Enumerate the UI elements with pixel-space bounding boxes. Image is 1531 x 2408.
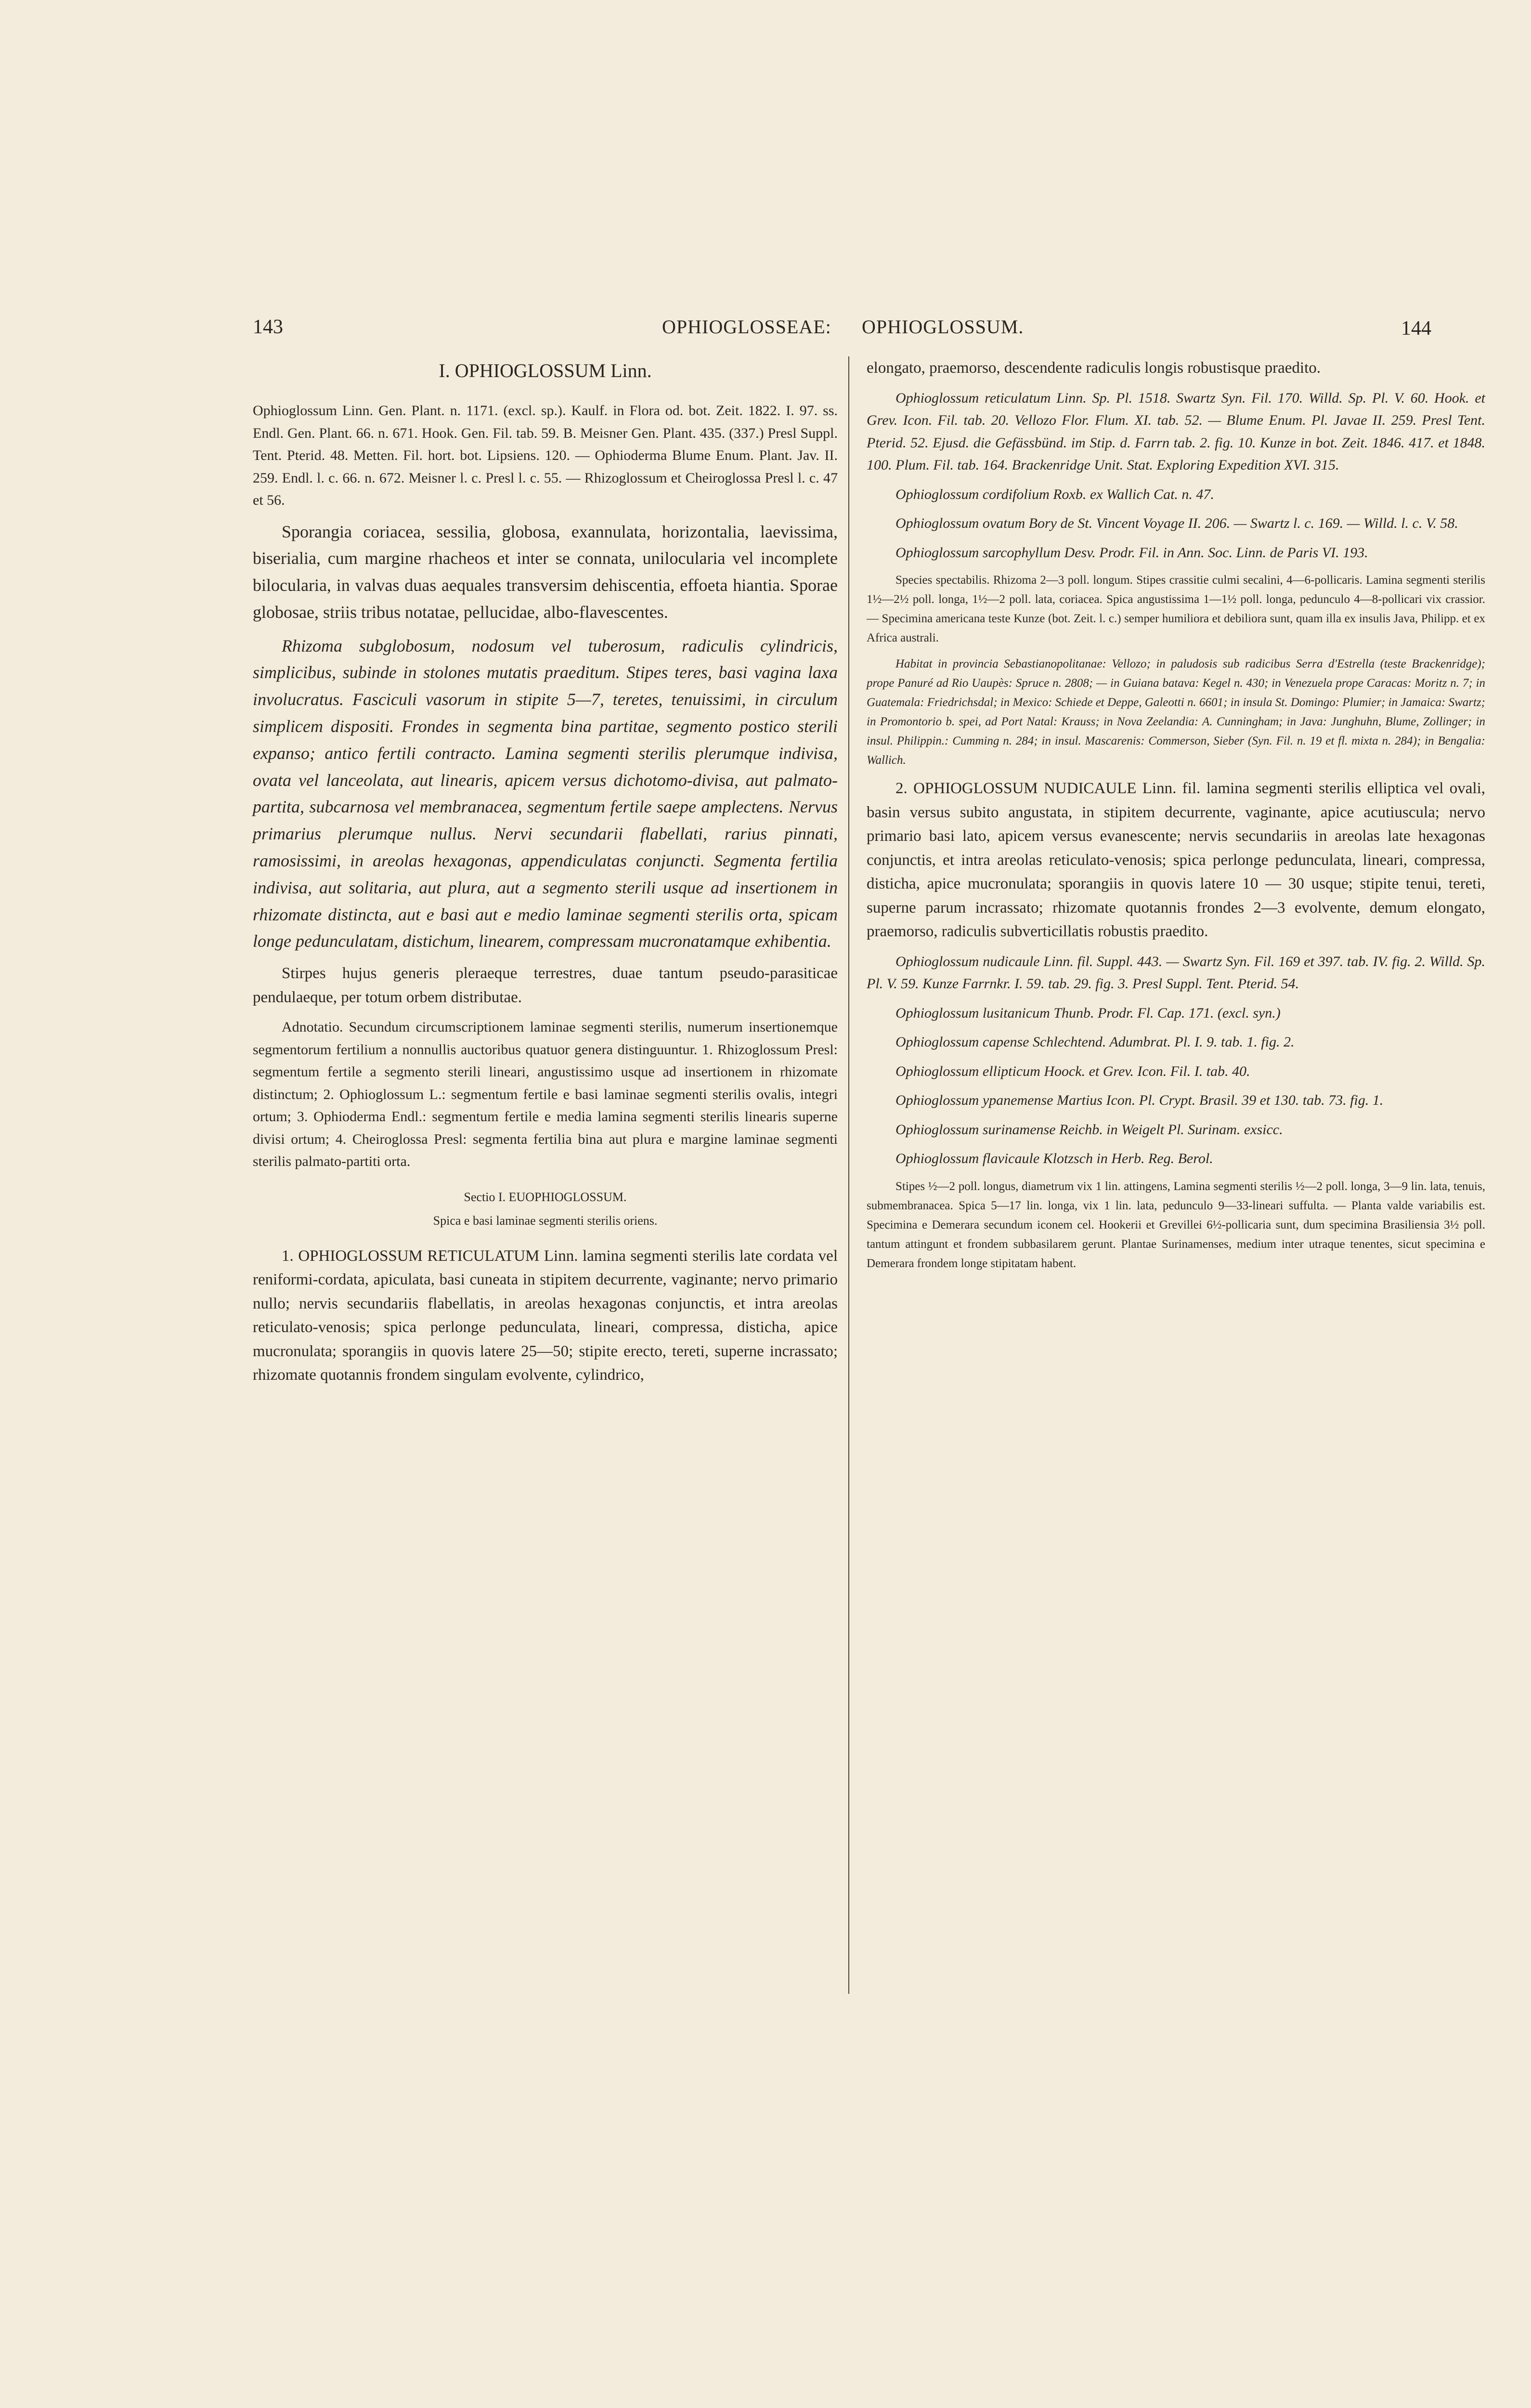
synonym-sarcophyllum: Ophioglossum sarcophyllum Desv. Prodr. Fil. in Ann. Soc. Linn. de Paris VI. 193. bbox=[895, 544, 1368, 561]
running-header-right: OPHIOGLOSSUM. bbox=[862, 316, 1024, 338]
synonym-nudicaule: Ophioglossum nudicaule Linn. fil. Suppl. 443. — Swartz Syn. Fil. 169 et 397. tab. IV. fig. 2. Willd. Sp. Pl. V. 59. Kunze Farrnkr. I. 59. tab. 29. fig. 3. Presl Suppl. Tent. Pterid. 54. bbox=[867, 953, 1485, 992]
sporangia-paragraph: Sporangia coriacea, sessilia, globosa, exannulata, horizontalia, laevissima, biserialia, cum margine rhacheos et inter se connata, unilocularia vel incomplete bilocularia, in valvas duas aequales transversim dehiscentia, effoeta hiantia. Sporae globosae, striis tribus notatae, pellucidae, albo-flavescentes. bbox=[253, 522, 838, 622]
running-header-left: OPHIOGLOSSEAE: bbox=[662, 316, 831, 338]
synonym-reticulatum: Ophioglossum reticulatum Linn. Sp. Pl. 1518. Swartz Syn. Fil. 170. Willd. Sp. Pl. V. 60. Hook. et Grev. Icon. Fil. tab. 20. Vellozo Flor. Flum. XI. tab. 52. — Blume Enum. Pl. Javae II. 259. Presl Tent. Pterid. 52. Ejusd. die Gefässbünd. im Stip. d. Farrn tab. 2. fig. 10. Kunze in bot. Zeit. 1846. 417. et 1848. 100. Plum. Fil. tab. 164. Brackenridge Unit. Stat. Exploring Expedition XVI. 315. bbox=[867, 390, 1485, 473]
synonym-flavicaule: Ophioglossum flavicaule Klotzsch in Herb. Reg. Berol. bbox=[895, 1151, 1213, 1166]
left-column bbox=[253, 356, 838, 1394]
synonym-ellipticum: Ophioglossum ellipticum Hoock. et Grev. Icon. Fil. I. tab. 40. bbox=[895, 1063, 1250, 1079]
species-1-continuation: elongato, praemorso, descendente radiculis longis robustisque praedito. bbox=[867, 359, 1321, 377]
synonym-surinamense: Ophioglossum surinamense Reichb. in Weigelt Pl. Surinam. exsicc. bbox=[895, 1121, 1283, 1138]
page-number-right: 144 bbox=[1401, 317, 1431, 340]
species-1-habitat: Habitat in provincia Sebastianopolitanae: Vellozo; in paludosis sub radicibus Serra d'Estrella (teste Brackenridge); prope Panuré ad Rio Uaupès: Spruce n. 2808; — in Guiana batava: Kegel n. 430; in Venezuela prope Caracas: Moritz n. 7; in Guatemala: Friedrichsdal; in Mexico: Schiede et Deppe, Galeotti n. 6601; in insula St. Domingo: Plumier; in Jamaica: Swartz; in Promontorio b. spei, ad Port Natal: Krauss; in Nova Zeelandia: A. Cunningham; in Java: Junghuhn, Blume, Zollinger; in insul. Philippin.: Cumming n. 284; in insul. Mascarenis: Commerson, Sieber (Syn. Fil. n. 19 et fl. mixta n. 284); in Bengalia: Wallich. bbox=[867, 657, 1485, 767]
species-2-description: 2. OPHIOGLOSSUM NUDICAULE Linn. fil. lamina segmenti sterilis elliptica vel ovali, basin versus subito angustata, in stipitem decurrente, vaginante, apice acutiuscula; nervo primario basi lato, apicem versus evanescente; nervis secundariis in areolas late hexagonas conjunctis, et intra areolas reticulato-venosis; spica perlonge pedunculata, lineari, compressa, disticha, apice mucronulata; sporangiis in quovis latere 10 — 30 usque; stipite tenui, tereti, superne parum incrassato; rhizomate quotannis frondes 2—3 evolvente, demum elongato, praemorso, radiculis subverticillatis robustis praedito. bbox=[867, 780, 1485, 940]
page-number-left: 143 bbox=[253, 316, 283, 338]
rhizoma-paragraph: Rhizoma subglobosum, nodosum vel tuberosum, radiculis cylindricis, simplicibus, subinde in stolones mutatis praeditum. Stipes teres, basi vagina laxa involucratus. Fasciculi vasorum in stipite 5—7, teretes, tenuissimi, in circulum simplicem dispositi. Frondes in segmenta bina partitae, segmento postico sterili expanso; antico fertili contracto. Lamina segmenti sterilis plerumque indivisa, ovata vel lanceolata, aut linearis, apicem versus dichotomo-divisa, aut palmato-partita, subcarnosa vel membranacea, segmentum fertile saepe amplectens. Nervus primarius plerumque nullus. Nervi secundarii flabellati, rarius pinnati, ramosissimi, in areolas hexagonas, appendiculatas conjuncti. Segmenta fertilia indivisa, aut solitaria, aut plura, aut a segmento sterili usque ad insertionem in rhizomate distincta, aut e basi aut e medio laminae segmenti sterilis orta, spicam longe pedunculatam, distichum, linearem, compressam mucronatamque exhibentia. bbox=[253, 636, 838, 951]
sectio-heading: Sectio I. EUOPHIOGLOSSUM. bbox=[464, 1190, 627, 1204]
species-2-note: Stipes ½—2 poll. longus, diametrum vix 1 lin. attingens, Lamina segmenti sterilis ½—2 poll. longa, 3—9 lin. lata, tenuis, submembranacea. Spica 5—17 lin. longa, vix 1 lin. lata, pedunculo 9—33-lineari suffulta. — Planta valde variabilis est. Specimina e Demerara secundum iconem cel. Hookerii et Grevillei 6½-pollicaria sunt, dum specimina Brasiliensia 3½ poll. tantum attingunt et frondem subbasilarem gerunt. Plantae Surinamenses, medium inter utraque tenentes, sicut specimina e Demerara frondem longe stipitatam habent. bbox=[867, 1179, 1485, 1270]
species-1-note: Species spectabilis. Rhizoma 2—3 poll. longum. Stipes crassitie culmi secalini, 4—6-pollicaris. Lamina segmenti sterilis 1½—2½ poll. longa, 1½—2 poll. lata, coriacea. Spica angustissima 1—1½ poll. longa, pedunculo 4—8-pollicari vix crassior. — Specimina americana teste Kunze (bot. Zeit. l. c.) semper humiliora et debiliora sunt, quam illa ex insulis Java, Philipp. et ex Africa australi. bbox=[867, 574, 1485, 644]
synonym-lusitanicum: Ophioglossum lusitanicum Thunb. Prodr. Fl. Cap. 171. (excl. syn.) bbox=[895, 1005, 1281, 1021]
species-1-description: 1. OPHIOGLOSSUM RETICULATUM Linn. lamina segmenti sterilis late cordata vel reniformi-cordata, apiculata, basi cuneata in stipitem decurrente, vaginante; nervo primario nullo; nervis secundariis flabellatis, in areolas hexagonas conjunctis, et intra areolas reticulato-venosis; spica perlonge pedunculata, lineari, compressa, disticha, apice mucronulata; sporangiis in quovis latere 25—50; stipite erecto, tereti, superne incrassato; rhizomate quotannis frondem singulam evolvente, cylindrico, bbox=[253, 1247, 838, 1384]
synonym-ovatum: Ophioglossum ovatum Bory de St. Vincent Voyage II. 206. — Swartz l. c. 169. — Willd. l. c. V. 58. bbox=[895, 515, 1458, 531]
column-divider bbox=[848, 356, 849, 1994]
synonym-cordifolium: Ophioglossum cordifolium Roxb. ex Wallich Cat. n. 47. bbox=[895, 486, 1214, 502]
adnotatio-paragraph: Adnotatio. Secundum circumscriptionem laminae segmenti sterilis, numerum insertionemque segmentorum fertilium a nonnullis auctoribus quatuor genera distinguuntur. 1. Rhizoglossum Presl: segmentum fertile a segmento sterili lineari, angustissimo usque ad insertionem in rhizomate distinctum; 2. Ophioglossum L.: segmentum fertile e basi laminae segmenti sterilis ovalis, integri ortum; 3. Ophioderma Endl.: segmentum fertile e media lamina segmenti sterilis linearis superne divisi ortum; 4. Cheiroglossa Presl: segmenta fertilia bina aut plura e margine laminae segmenti sterilis palmato-partiti orta. bbox=[253, 1019, 838, 1170]
synonym-capense: Ophioglossum capense Schlechtend. Adumbrat. Pl. I. 9. tab. 1. fig. 2. bbox=[895, 1034, 1295, 1050]
genus-title: I. OPHIOGLOSSUM Linn. bbox=[439, 360, 652, 381]
right-column bbox=[867, 356, 1485, 1280]
genus-synonymy: Ophioglossum Linn. Gen. Plant. n. 1171. (excl. sp.). Kaulf. in Flora od. bot. Zeit. 1822. I. 97. ss. Endl. Gen. Plant. 66. n. 671. Hook. Gen. Fil. tab. 59. B. Meisner Gen. Plant. 435. (337.) Presl Suppl. Tent. Pterid. 48. Metten. Fil. hort. bot. Lipsiens. 120. — Ophioderma Blume Enum. Plant. Jav. II. 259. Endl. l. c. 66. n. 672. Meisner l. c. Presl l. c. 55. — Rhizoglossum et Cheiroglossa Presl l. c. 47 et 56. bbox=[253, 403, 838, 508]
sectio-subheading: Spica e basi laminae segmenti sterilis oriens. bbox=[433, 1213, 658, 1228]
stirpes-paragraph: Stirpes hujus generis pleraeque terrestres, duae tantum pseudo-parasiticae pendulaeque, per totum orbem distributae. bbox=[253, 965, 838, 1006]
synonym-ypanemense: Ophioglossum ypanemense Martius Icon. Pl. Crypt. Brasil. 39 et 130. tab. 73. fig. 1. bbox=[895, 1092, 1384, 1108]
